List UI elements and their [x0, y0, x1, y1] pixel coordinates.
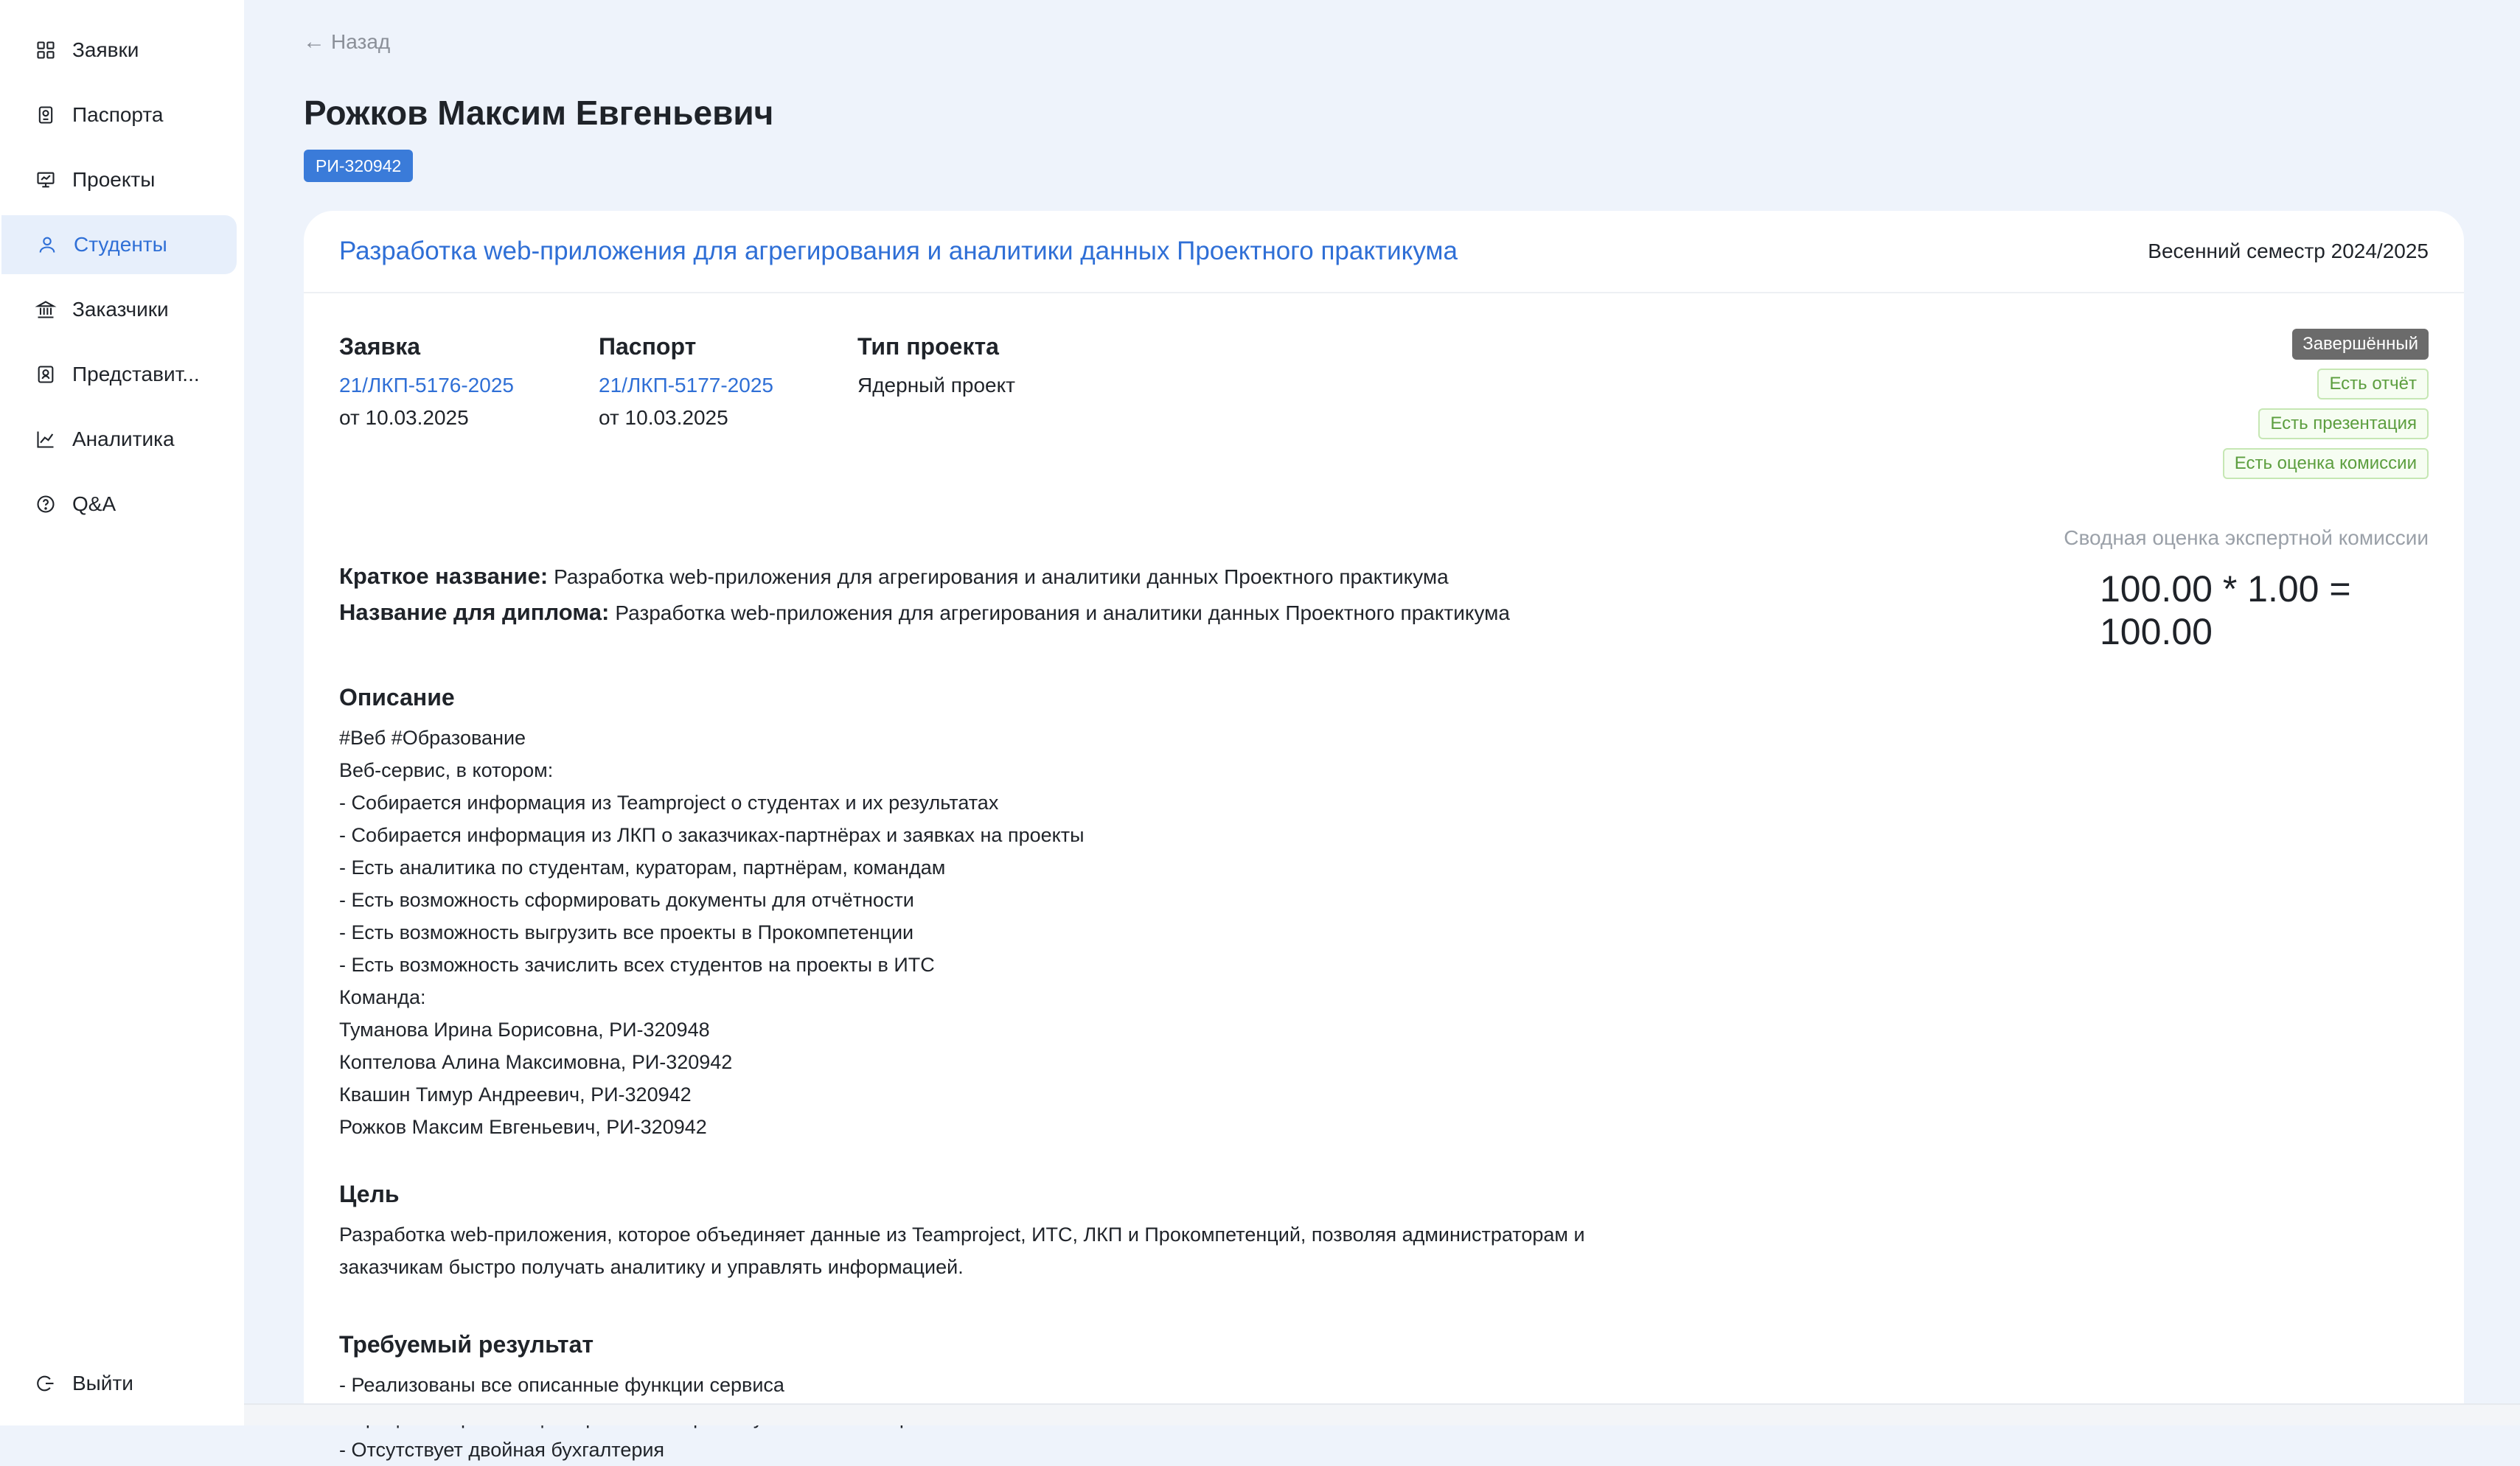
status-badge-completed: Завершённый: [2292, 329, 2429, 360]
sidebar-item-representatives[interactable]: [0, 345, 237, 404]
score-label: Сводная оценка экспертной комиссии: [2064, 526, 2429, 549]
sidebar-item-label: Заказчики: [72, 298, 169, 321]
logout-button[interactable]: [0, 1358, 236, 1409]
goal-line: Разработка web-приложения, которое объединяет данные из Teamproject, ИТС, ЛКП и Прокомпетенций, позволяя администраторам и: [339, 1224, 1585, 1246]
sidebar-item-students[interactable]: [1, 215, 237, 274]
description-section: [339, 684, 1085, 1143]
status-badges: [2223, 329, 2429, 488]
description-heading: Описание: [339, 684, 455, 711]
sidebar-item-label: Проекты: [72, 168, 156, 191]
passport-label: Паспорт: [599, 333, 697, 360]
project-card: [304, 211, 2464, 1461]
status-badge-report: Есть отчёт: [2317, 369, 2429, 399]
result-line: - Отсутствует двойная бухгалтерия: [339, 1439, 665, 1461]
description-line: Туманова Ирина Борисовна, РИ-320948: [339, 1019, 710, 1041]
sidebar-item-label: Заявки: [72, 38, 139, 61]
diploma-name-label: Название для диплома:: [339, 599, 610, 625]
project-type-value: Ядерный проект: [857, 374, 1015, 397]
description-line: Веб-сервис, в котором:: [339, 759, 554, 781]
application-label: Заявка: [339, 333, 420, 360]
sidebar: [0, 0, 244, 1425]
sidebar-item-label: Паспорта: [72, 103, 164, 126]
result-line: - Реализованы все описанные функции сервиса: [339, 1374, 784, 1396]
semester-label: Весенний семестр 2024/2025: [2148, 240, 2429, 262]
sidebar-item-label: Студенты: [74, 233, 167, 256]
description-line: - Есть возможность сформировать документы для отчётности: [339, 889, 914, 911]
description-line: - Собирается информация из ЛКП о заказчиках-партнёрах и заявках на проекты: [339, 824, 1085, 846]
presentation-icon: [35, 170, 56, 190]
sidebar-item-applications[interactable]: [0, 21, 237, 80]
score-value: 100.00 * 1.00 = 100.00: [2100, 568, 2351, 652]
application-number-link[interactable]: 21/ЛКП-5176-2025: [339, 374, 514, 397]
user-icon: [37, 234, 58, 255]
description-line: Команда:: [339, 986, 426, 1008]
description-line: #Веб #Образование: [339, 727, 526, 749]
back-link[interactable]: [303, 29, 390, 55]
diploma-name-row: [339, 595, 1510, 631]
description-line: Квашин Тимур Андреевич, РИ-320942: [339, 1083, 692, 1106]
short-name-label: Краткое название:: [339, 563, 549, 589]
result-section: [339, 1331, 968, 1466]
goal-heading: Цель: [339, 1181, 400, 1207]
sidebar-item-analytics[interactable]: [0, 410, 237, 469]
project-card-header: [304, 211, 2464, 293]
contact-icon: [35, 364, 56, 385]
passport-info: [599, 333, 784, 434]
student-id-badge: РИ-320942: [304, 150, 413, 182]
status-badge-commission: Есть оценка комиссии: [2223, 448, 2429, 479]
description-line: Коптелова Алина Максимовна, РИ-320942: [339, 1051, 733, 1073]
short-name-row: [339, 559, 1510, 595]
application-date: от 10.03.2025: [339, 406, 469, 429]
logout-icon: [35, 1373, 56, 1394]
description-line: Рожков Максим Евгеньевич, РИ-320942: [339, 1116, 707, 1138]
goal-line: заказчикам быстро получать аналитику и управлять информацией.: [339, 1256, 964, 1278]
sidebar-item-label: Представит...: [72, 363, 200, 385]
logout-label: Выйти: [72, 1372, 133, 1395]
passport-icon: [35, 105, 56, 125]
horizontal-scrollbar[interactable]: [244, 1403, 2520, 1425]
sidebar-item-qa[interactable]: [0, 475, 237, 534]
sidebar-item-customers[interactable]: [0, 280, 237, 339]
sidebar-item-projects[interactable]: [0, 150, 237, 209]
chart-icon: [35, 429, 56, 450]
project-type-label: Тип проекта: [857, 333, 999, 360]
arrow-left-icon: ←: [303, 29, 325, 54]
result-heading: Требуемый результат: [339, 1331, 594, 1358]
sidebar-item-label: Аналитика: [72, 427, 175, 450]
passport-number-link[interactable]: 21/ЛКП-5177-2025: [599, 374, 773, 397]
description-line: - Есть аналитика по студентам, кураторам, партнёрам, командам: [339, 856, 946, 879]
bank-icon: [35, 299, 56, 320]
short-name-value: Разработка web-приложения для агрегирования и аналитики данных Проектного практикума: [554, 565, 1449, 588]
project-type-info: [857, 333, 1015, 434]
project-names: [339, 559, 1510, 631]
description-line: - Есть возможность зачислить всех студентов на проекты в ИТС: [339, 954, 935, 976]
question-icon: [35, 494, 56, 514]
grid-icon: [35, 40, 56, 60]
goal-section: [339, 1181, 1585, 1283]
project-title-link[interactable]: Разработка web-приложения для агрегирования и аналитики данных Проектного практикума: [339, 237, 1458, 265]
description-line: - Собирается информация из Teamproject о студентах и их результатах: [339, 792, 999, 814]
passport-date: от 10.03.2025: [599, 406, 728, 429]
description-line: - Есть возможность выгрузить все проекты в Прокомпетенции: [339, 921, 914, 943]
back-label: Назад: [331, 30, 391, 53]
project-meta: [339, 333, 1089, 434]
main-content: [244, 0, 2520, 1461]
page-title: Рожков Максим Евгеньевич: [304, 94, 774, 132]
sidebar-nav: [0, 0, 244, 534]
sidebar-item-label: Q&A: [72, 492, 116, 515]
diploma-name-value: Разработка web-приложения для агрегирования и аналитики данных Проектного практикума: [615, 601, 1510, 624]
sidebar-item-passports[interactable]: [0, 85, 237, 144]
status-badge-presentation: Есть презентация: [2258, 408, 2429, 439]
application-info: [339, 333, 525, 434]
